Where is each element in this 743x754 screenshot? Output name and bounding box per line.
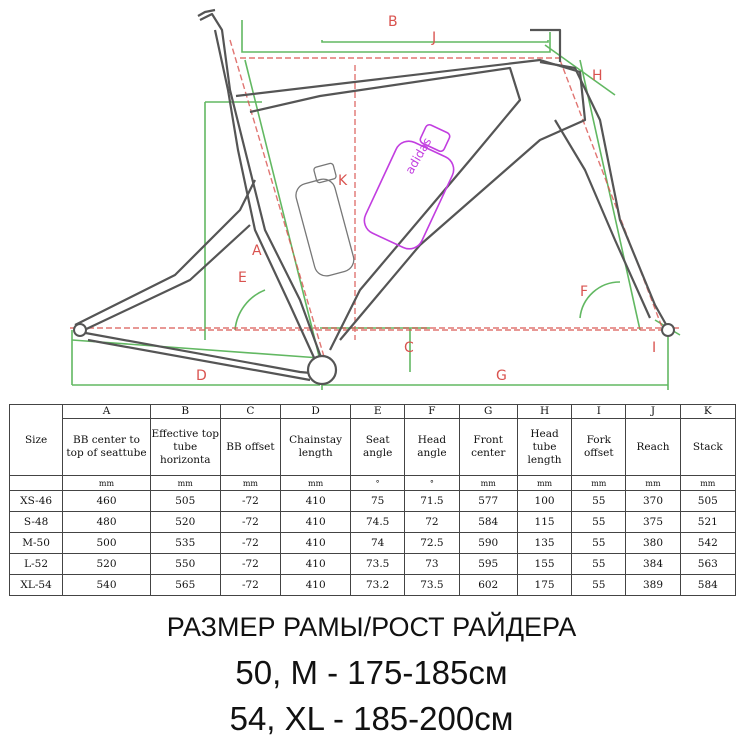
table-row <box>10 575 736 596</box>
value-cell: 500 <box>63 533 151 554</box>
value-cell: 410 <box>281 575 351 596</box>
value-cell: 565 <box>150 575 220 596</box>
column-name: Effective top tube horizonta <box>150 419 220 476</box>
value-cell: 115 <box>517 512 571 533</box>
column-name: Chainstay length <box>281 419 351 476</box>
table-unit-row <box>10 476 736 491</box>
value-cell: 73.5 <box>351 554 405 575</box>
value-cell: 577 <box>459 491 517 512</box>
value-cell: 384 <box>626 554 680 575</box>
value-cell: 55 <box>572 575 626 596</box>
size-cell: L-52 <box>10 554 63 575</box>
dim-label-a: A <box>252 243 262 259</box>
column-unit: mm <box>680 476 735 491</box>
table-letter-row <box>10 405 736 419</box>
value-cell: 535 <box>150 533 220 554</box>
bottle-brand-text: adidas <box>402 135 435 177</box>
column-unit: mm <box>626 476 680 491</box>
dim-label-j: J <box>432 30 437 46</box>
value-cell: -72 <box>220 575 281 596</box>
value-cell: 73.5 <box>405 575 459 596</box>
value-cell: -72 <box>220 533 281 554</box>
value-cell: -72 <box>220 491 281 512</box>
column-letter: I <box>572 405 626 419</box>
value-cell: 550 <box>150 554 220 575</box>
value-cell: 584 <box>680 575 735 596</box>
value-cell: 602 <box>459 575 517 596</box>
value-cell: 595 <box>459 554 517 575</box>
value-cell: 410 <box>281 554 351 575</box>
column-letter: A <box>63 405 151 419</box>
value-cell: 75 <box>351 491 405 512</box>
value-cell: 410 <box>281 533 351 554</box>
value-cell: 72 <box>405 512 459 533</box>
value-cell: 73 <box>405 554 459 575</box>
column-unit: mm <box>459 476 517 491</box>
size-cell: M-50 <box>10 533 63 554</box>
column-letter: F <box>405 405 459 419</box>
column-unit: mm <box>63 476 151 491</box>
value-cell: 521 <box>680 512 735 533</box>
column-unit: ° <box>351 476 405 491</box>
dim-label-e: E <box>238 270 247 286</box>
column-letter: C <box>220 405 281 419</box>
value-cell: 370 <box>626 491 680 512</box>
value-cell: 542 <box>680 533 735 554</box>
value-cell: 55 <box>572 533 626 554</box>
column-letter: B <box>150 405 220 419</box>
value-cell: 460 <box>63 491 151 512</box>
geometry-table <box>9 404 736 596</box>
value-cell: 73.2 <box>351 575 405 596</box>
dim-label-d: D <box>196 368 207 384</box>
dim-label-i: I <box>652 340 657 356</box>
value-cell: -72 <box>220 554 281 575</box>
value-cell: 505 <box>680 491 735 512</box>
value-cell: 55 <box>572 554 626 575</box>
value-cell: 520 <box>150 512 220 533</box>
column-name: Reach <box>626 419 680 476</box>
column-name: Seat angle <box>351 419 405 476</box>
value-cell: 100 <box>517 491 571 512</box>
size-cell: S-48 <box>10 512 63 533</box>
value-cell: 520 <box>63 554 151 575</box>
table-name-row <box>10 419 736 476</box>
dim-label-c: C <box>404 340 414 356</box>
value-cell: 563 <box>680 554 735 575</box>
value-cell: 590 <box>459 533 517 554</box>
size-cell: XL-54 <box>10 575 63 596</box>
column-letter: D <box>281 405 351 419</box>
size-guide-line-xl: 54, XL - 185-200см <box>229 700 514 737</box>
value-cell: 71.5 <box>405 491 459 512</box>
value-cell: 410 <box>281 512 351 533</box>
column-name: Head tube length <box>517 419 571 476</box>
column-letter: G <box>459 405 517 419</box>
value-cell: 410 <box>281 491 351 512</box>
column-unit: mm <box>220 476 281 491</box>
value-cell: 584 <box>459 512 517 533</box>
unit-cell-empty <box>10 476 63 491</box>
table-row <box>10 554 736 575</box>
value-cell: -72 <box>220 512 281 533</box>
column-name: Stack <box>680 419 735 476</box>
value-cell: 55 <box>572 512 626 533</box>
value-cell: 74.5 <box>351 512 405 533</box>
column-name: BB offset <box>220 419 281 476</box>
size-header: Size <box>10 405 63 476</box>
column-unit: mm <box>150 476 220 491</box>
value-cell: 540 <box>63 575 151 596</box>
table-row <box>10 512 736 533</box>
column-letter: H <box>517 405 571 419</box>
value-cell: 175 <box>517 575 571 596</box>
dim-label-f: F <box>580 284 589 300</box>
value-cell: 55 <box>572 491 626 512</box>
size-guide-line-m: 50, M - 175-185см <box>235 654 508 691</box>
value-cell: 135 <box>517 533 571 554</box>
dim-label-b: B <box>388 14 398 30</box>
column-unit: ° <box>405 476 459 491</box>
column-name: BB center to top of seattube <box>63 419 151 476</box>
column-unit: mm <box>517 476 571 491</box>
value-cell: 155 <box>517 554 571 575</box>
value-cell: 505 <box>150 491 220 512</box>
column-letter: J <box>626 405 680 419</box>
column-unit: mm <box>281 476 351 491</box>
value-cell: 375 <box>626 512 680 533</box>
column-letter: E <box>351 405 405 419</box>
column-letter: K <box>680 405 735 419</box>
table-row <box>10 491 736 512</box>
dim-label-g: G <box>496 368 507 384</box>
value-cell: 74 <box>351 533 405 554</box>
column-name: Head angle <box>405 419 459 476</box>
value-cell: 480 <box>63 512 151 533</box>
column-unit: mm <box>572 476 626 491</box>
value-cell: 380 <box>626 533 680 554</box>
column-name: Front center <box>459 419 517 476</box>
value-cell: 72.5 <box>405 533 459 554</box>
dim-label-k: K <box>338 173 348 189</box>
value-cell: 389 <box>626 575 680 596</box>
size-guide-title: РАЗМЕР РАМЫ/РОСТ РАЙДЕРА <box>166 612 577 642</box>
column-name: Fork offset <box>572 419 626 476</box>
table-row <box>10 533 736 554</box>
size-cell: XS-46 <box>10 491 63 512</box>
dim-label-h: H <box>592 68 603 84</box>
